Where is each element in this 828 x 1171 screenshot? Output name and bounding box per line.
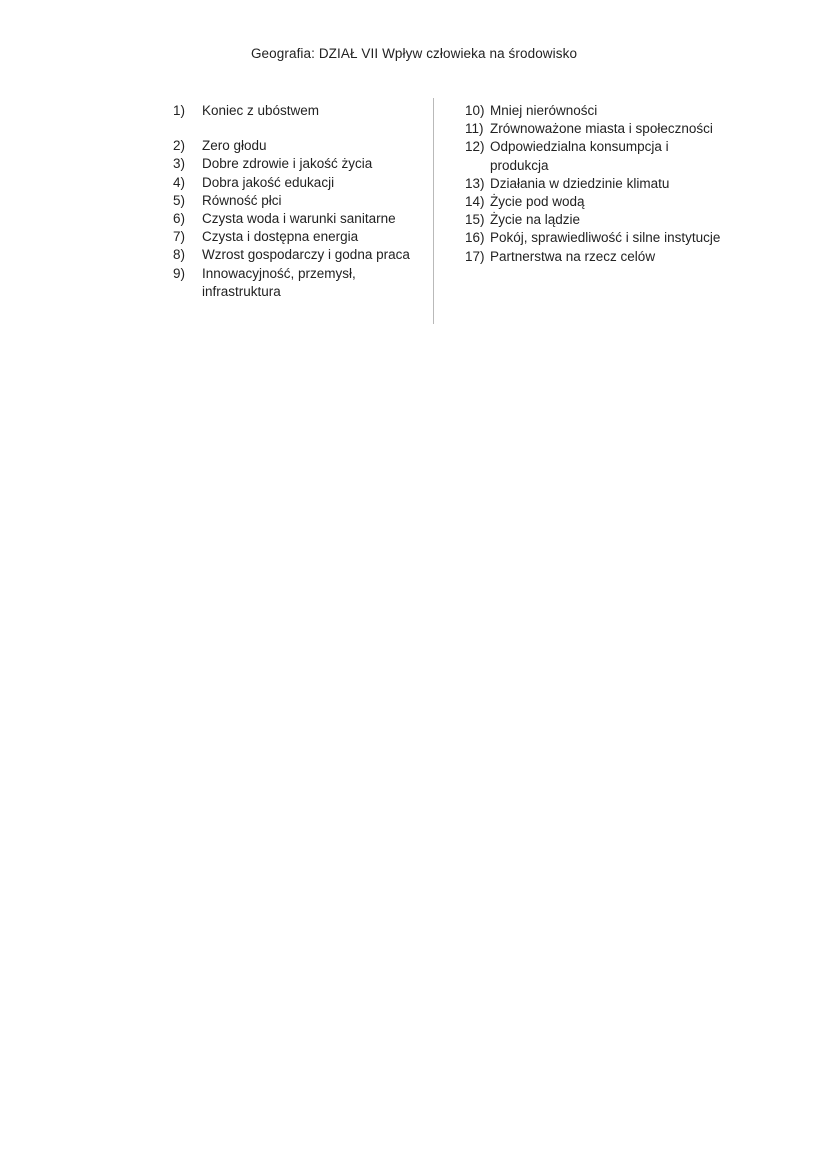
list-item (465, 175, 730, 193)
goal-number: 12) (465, 139, 485, 155)
goal-number: 4) (173, 174, 186, 190)
goal-number: 8) (173, 247, 186, 263)
list-item (465, 120, 730, 138)
list-item (465, 193, 730, 211)
goals-list-left (173, 102, 418, 301)
list-item (465, 211, 730, 229)
goal-label: Życie na lądzie (490, 212, 581, 228)
goal-label: Zrównoważone miasta i społeczności (490, 121, 713, 137)
goal-label: Równość płci (202, 192, 282, 208)
goal-number: 13) (465, 175, 485, 191)
list-item (173, 228, 418, 246)
goal-number: 1) (173, 103, 186, 118)
goal-number: 11) (465, 121, 484, 137)
goal-label: Odpowiedzialna konsumpcja i produkcja (490, 139, 669, 173)
list-item (173, 210, 418, 228)
list-item (465, 138, 730, 174)
goal-label: Pokój, sprawiedliwość i silne instytucje (490, 230, 721, 246)
goal-label: Dobre zdrowie i jakość życia (202, 156, 373, 172)
list-item (173, 192, 418, 210)
goal-label: Zero głodu (202, 138, 267, 154)
list-item (465, 102, 730, 120)
goal-label: Życie pod wodą (490, 194, 585, 210)
goal-number: 14) (465, 194, 485, 210)
list-item (173, 174, 418, 192)
goal-number: 3) (173, 156, 186, 172)
list-item (173, 155, 418, 173)
list-item (173, 102, 418, 120)
goal-label: Czysta woda i warunki sanitarne (202, 211, 396, 227)
goal-label: Dobra jakość edukacji (202, 174, 335, 190)
goal-label: Partnerstwa na rzecz celów (490, 248, 656, 264)
goal-label: Koniec z ubóstwem (202, 103, 320, 118)
goals-list-right (465, 102, 730, 266)
goal-number: 17) (465, 248, 485, 264)
column-divider (433, 98, 434, 324)
goal-label: Działania w dziedzinie klimatu (490, 175, 670, 191)
goal-label: Wzrost gospodarczy i godna praca (202, 247, 410, 263)
list-item (465, 229, 730, 247)
goal-number: 5) (173, 192, 186, 208)
list-item (173, 265, 418, 301)
goal-number: 9) (173, 265, 186, 281)
goal-number: 16) (465, 230, 485, 246)
goal-label: Mniej nierówności (490, 103, 598, 118)
goal-label: Innowacyjność, przemysł, infrastruktura (202, 265, 356, 299)
list-item (173, 246, 418, 264)
list-item (465, 248, 730, 266)
goal-number: 15) (465, 212, 485, 228)
page-title: Geografia: DZIAŁ VII Wpływ człowieka na środowisko (250, 46, 578, 61)
goal-number: 2) (173, 138, 186, 154)
list-item (173, 137, 418, 155)
goal-number: 10) (465, 103, 485, 118)
goal-number: 7) (173, 229, 186, 245)
goal-number: 6) (173, 211, 186, 227)
goal-label: Czysta i dostępna energia (202, 229, 359, 245)
